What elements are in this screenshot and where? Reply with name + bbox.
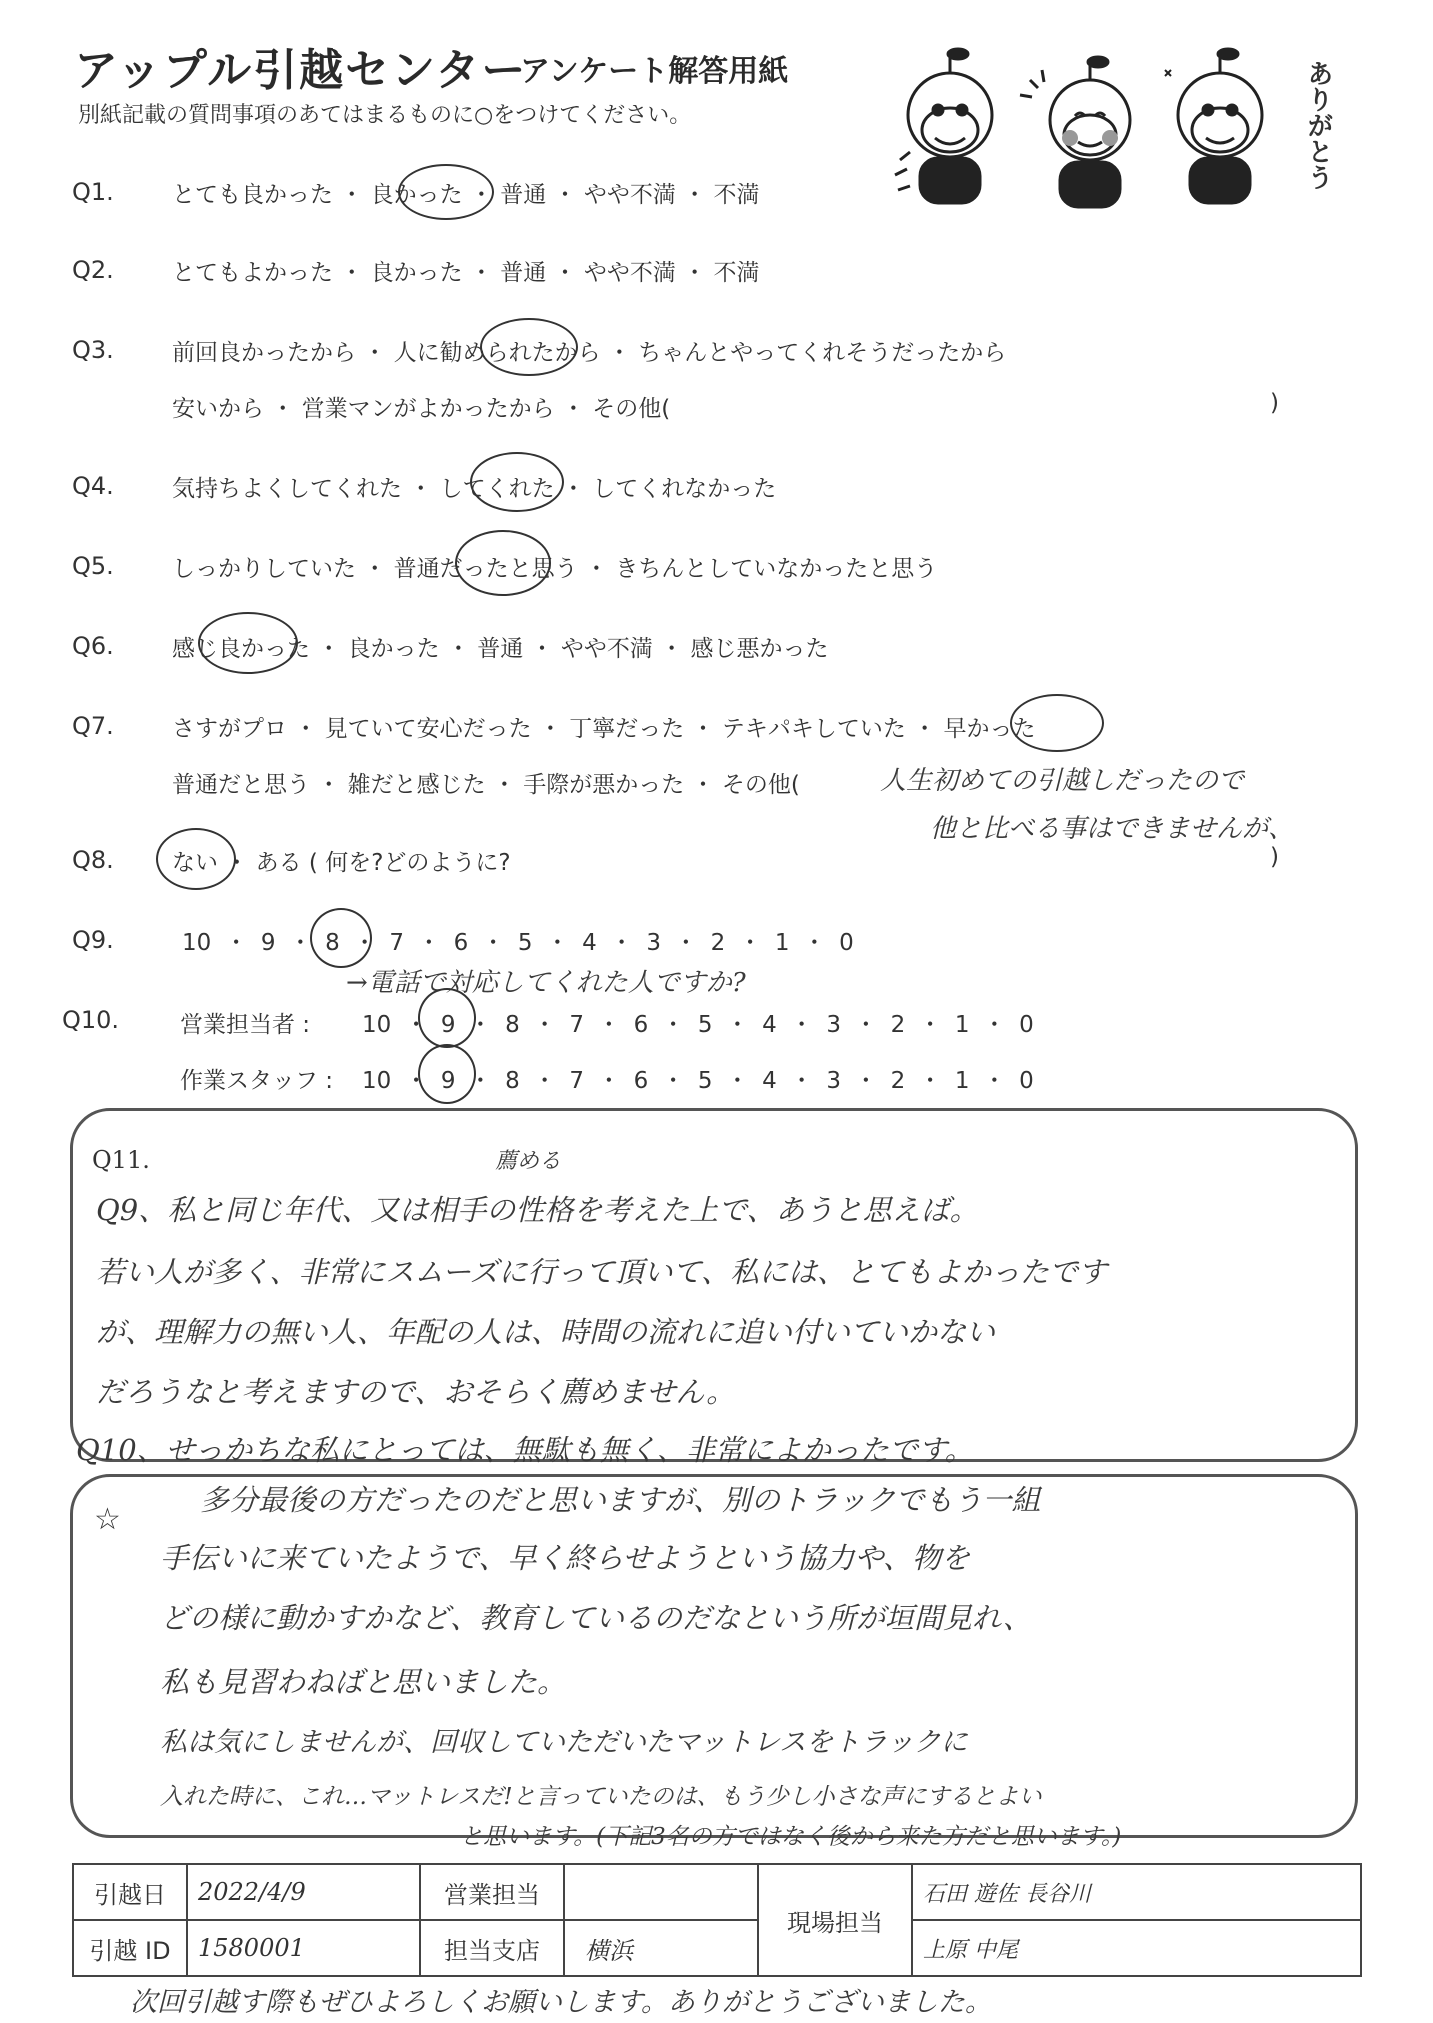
q2-option[interactable]: 良かった	[370, 260, 463, 286]
q3-options-line1: 前回良かったから ・ 人に勧められたから ・ ちゃんとやってくれそうだったから	[172, 340, 1007, 366]
star-mark: ☆	[94, 1502, 121, 1537]
q6-option[interactable]: 良かった	[347, 636, 440, 662]
q8-option-selected[interactable]: ない	[172, 850, 218, 876]
sales-rep-label: 営業担当	[420, 1864, 564, 1920]
closing-note: 次回引越す際もぜひよろしくお願いします。ありがとうございました。	[130, 1987, 992, 2018]
q10-staff-answer-circle	[418, 1044, 476, 1104]
q4-answer-circle	[470, 452, 564, 512]
q1-option-selected[interactable]: 良かった	[370, 182, 463, 208]
star-line: 入れた時に、これ…マットレスだ!と言っていたのは、もう少し小さな声にするとよい	[160, 1784, 1042, 1810]
branch-label: 担当支店	[420, 1920, 564, 1976]
q7-option-other[interactable]: その他(	[721, 772, 800, 798]
star-line: どの様に動かすかなど、教育しているのだなという所が垣間見れ、	[160, 1601, 1032, 1635]
q3-option-other[interactable]: その他(	[592, 396, 671, 422]
q1-option[interactable]: とても良かった	[172, 182, 333, 208]
monkey-mascot-illustration	[880, 40, 1320, 215]
q10-staff-scale[interactable]: 10 ・ 9 ・ 8 ・ 7 ・ 6 ・ 5 ・ 4 ・ 3 ・ 2 ・ 1 ・ 0	[362, 1068, 1034, 1094]
star-line: 私も見習わねばと思いました。	[160, 1665, 567, 1699]
q7-options-line1: さすがプロ ・ 見ていて安心だった ・ 丁寧だった ・ テキパキしていた ・ 早かった	[172, 716, 1036, 742]
q3-option-selected[interactable]: 人に勧められたから	[393, 340, 601, 366]
q11-line: Q10、せっかちな私にとっては、無駄も無く、非常によかったです。	[76, 1433, 974, 1467]
q10-sales-scale[interactable]: 10 ・ 9 ・ 8 ・ 7 ・ 6 ・ 5 ・ 4 ・ 3 ・ 2 ・ 1 ・ 0	[362, 1012, 1034, 1038]
q3-option[interactable]: ちゃんとやってくれそうだったから	[638, 340, 1007, 366]
q1-option[interactable]: やや不満	[583, 182, 676, 208]
q7-option[interactable]: 手際が悪かった	[523, 772, 685, 798]
q1-answer-circle	[398, 164, 494, 220]
q1-option[interactable]: 普通	[500, 182, 547, 208]
monkey-2-icon	[1020, 57, 1130, 207]
q6-option-selected[interactable]: 感じ良かった	[172, 636, 310, 662]
star-line: と思います。(下記3名の方ではなく後から来た方だと思います。)	[460, 1824, 1122, 1850]
q7-options-line2: 普通だと思う ・ 雑だと感じた ・ 手際が悪かった ・ その他(	[172, 772, 800, 798]
q6-option[interactable]: やや不満	[560, 636, 653, 662]
q3-close-paren: )	[1270, 390, 1279, 416]
q5-option-selected[interactable]: 普通だったと思う	[393, 556, 578, 582]
q11-line: が、理解力の無い人、年配の人は、時間の流れに追い付いていかない	[96, 1315, 996, 1349]
q10-sales-label: 営業担当者 :	[180, 1012, 311, 1038]
q10-sales-answer-circle	[418, 988, 476, 1048]
star-line: 私は気にしませんが、回収していただいたマットレスをトラックに	[160, 1727, 968, 1758]
q9-label: Q9.	[72, 926, 114, 954]
q6-options: 感じ良かった ・ 良かった ・ 普通 ・ やや不満 ・ 感じ悪かった	[172, 636, 829, 662]
q7-option[interactable]: 普通だと思う	[172, 772, 310, 798]
q6-label: Q6.	[72, 632, 114, 660]
q7-option[interactable]: テキパキしていた	[721, 716, 906, 742]
sales-rep-value	[564, 1864, 758, 1920]
q9-answer-circle	[310, 908, 372, 968]
move-id-value: 1580001	[187, 1920, 420, 1976]
q2-option[interactable]: とてもよかった	[172, 260, 333, 286]
q6-answer-circle	[198, 612, 298, 674]
move-id-label: 引越 ID	[73, 1920, 187, 1976]
q8-label: Q8.	[72, 846, 114, 874]
q11-line: だろうなと考えますので、おそらく薦めません。	[96, 1375, 736, 1409]
q4-options: 気持ちよくしてくれた ・ してくれた ・ してくれなかった	[172, 476, 777, 502]
q7-label: Q7.	[72, 712, 114, 740]
q1-option[interactable]: 不満	[713, 182, 760, 208]
q3-label: Q3.	[72, 336, 114, 364]
q7-handwritten-line2: 他と比べる事はできませんが、	[930, 814, 1295, 844]
field-staff-line2: 上原 中尾	[912, 1920, 1361, 1976]
q3-option[interactable]: 前回良かったから	[172, 340, 356, 366]
q7-option-selected[interactable]: 早かった	[943, 716, 1036, 742]
q6-option[interactable]: 普通	[477, 636, 524, 662]
q11-line: Q9、私と同じ年代、又は相手の性格を考えた上で、あうと思えば。	[96, 1193, 979, 1227]
q4-option-selected[interactable]: してくれた	[439, 476, 555, 502]
q7-answer-circle	[1010, 694, 1104, 752]
q2-options: とてもよかった ・ 良かった ・ 普通 ・ やや不満 ・ 不満	[172, 260, 760, 286]
q6-option[interactable]: 感じ悪かった	[690, 636, 829, 662]
field-staff-label: 現場担当	[758, 1864, 912, 1976]
field-staff-line1: 石田 遊佐 長谷川	[912, 1864, 1361, 1920]
q4-label: Q4.	[72, 472, 114, 500]
q1-options: とても良かった ・ 良かった ・ 普通 ・ やや不満 ・ 不満	[172, 182, 760, 208]
q7-option[interactable]: さすがプロ	[172, 716, 287, 742]
q7-option[interactable]: 見ていて安心だった	[324, 716, 532, 742]
star-line: 多分最後の方だったのだと思いますが、別のトラックでもう一組	[200, 1483, 1041, 1517]
q7-option[interactable]: 雑だと感じた	[347, 772, 486, 798]
q8-options: ない ・ ある ( 何を?どのように?	[172, 850, 511, 876]
q8-answer-circle	[156, 828, 236, 890]
q3-options-line2: 安いから ・ 営業マンがよかったから ・ その他(	[172, 396, 671, 422]
document-subtitle: アンケート解答用紙	[520, 54, 789, 89]
q7-handwritten-line1: 人生初めての引越しだったので	[880, 766, 1245, 796]
q3-answer-circle	[480, 318, 578, 376]
move-date-label: 引越日	[73, 1864, 187, 1920]
q5-label: Q5.	[72, 552, 114, 580]
q11-label: Q11.	[92, 1146, 150, 1174]
move-date-value: 2022/4/9	[187, 1864, 420, 1920]
q10-label: Q10.	[62, 1006, 120, 1034]
star-line: 手伝いに来ていたようで、早く終らせようという協力や、物を	[160, 1541, 970, 1575]
q2-option[interactable]: やや不満	[583, 260, 676, 286]
q5-option[interactable]: きちんとしていなかったと思う	[615, 556, 938, 582]
q5-option[interactable]: しっかりしていた	[172, 556, 356, 582]
q2-option[interactable]: 普通	[500, 260, 547, 286]
q4-option[interactable]: してくれなかった	[592, 476, 777, 502]
q7-option[interactable]: 丁寧だった	[569, 716, 685, 742]
q8-option[interactable]: ある ( 何を?どのように?	[255, 850, 511, 876]
mascot-caption: ありがとう	[1303, 60, 1333, 190]
q5-options: しっかりしていた ・ 普通だったと思う ・ きちんとしていなかったと思う	[172, 556, 938, 582]
q10-staff-label: 作業スタッフ :	[180, 1068, 334, 1094]
q10-handwritten-note: →電話で対応してくれた人ですか?	[346, 968, 746, 998]
q9-scale[interactable]: 10 ・ 9 ・ 8 ・ 7 ・ 6 ・ 5 ・ 4 ・ 3 ・ 2 ・ 1 ・ 0	[182, 930, 854, 956]
q3-option[interactable]: 営業マンがよかったから	[301, 396, 555, 422]
branch-value: 横浜	[564, 1920, 758, 1976]
q11-note-above: 薦める	[495, 1149, 562, 1174]
q3-option[interactable]: 安いから	[172, 396, 264, 422]
q1-label: Q1.	[72, 178, 114, 206]
q11-line: 若い人が多く、非常にスムーズに行って頂いて、私には、とてもよかったです	[96, 1255, 1107, 1289]
q5-answer-circle	[455, 530, 551, 596]
monkey-1-icon	[895, 49, 992, 203]
q2-label: Q2.	[72, 256, 114, 284]
monkey-3-icon	[1165, 49, 1262, 203]
footer-info-table	[72, 1863, 1362, 1977]
document-title: アップル引越センター	[74, 45, 528, 96]
q4-option[interactable]: 気持ちよくしてくれた	[172, 476, 402, 502]
q2-option[interactable]: 不満	[713, 260, 760, 286]
q8-close-paren: )	[1270, 844, 1279, 870]
instruction-text: 別紙記載の質問事項のあてはまるものに○をつけてください。	[78, 103, 692, 128]
